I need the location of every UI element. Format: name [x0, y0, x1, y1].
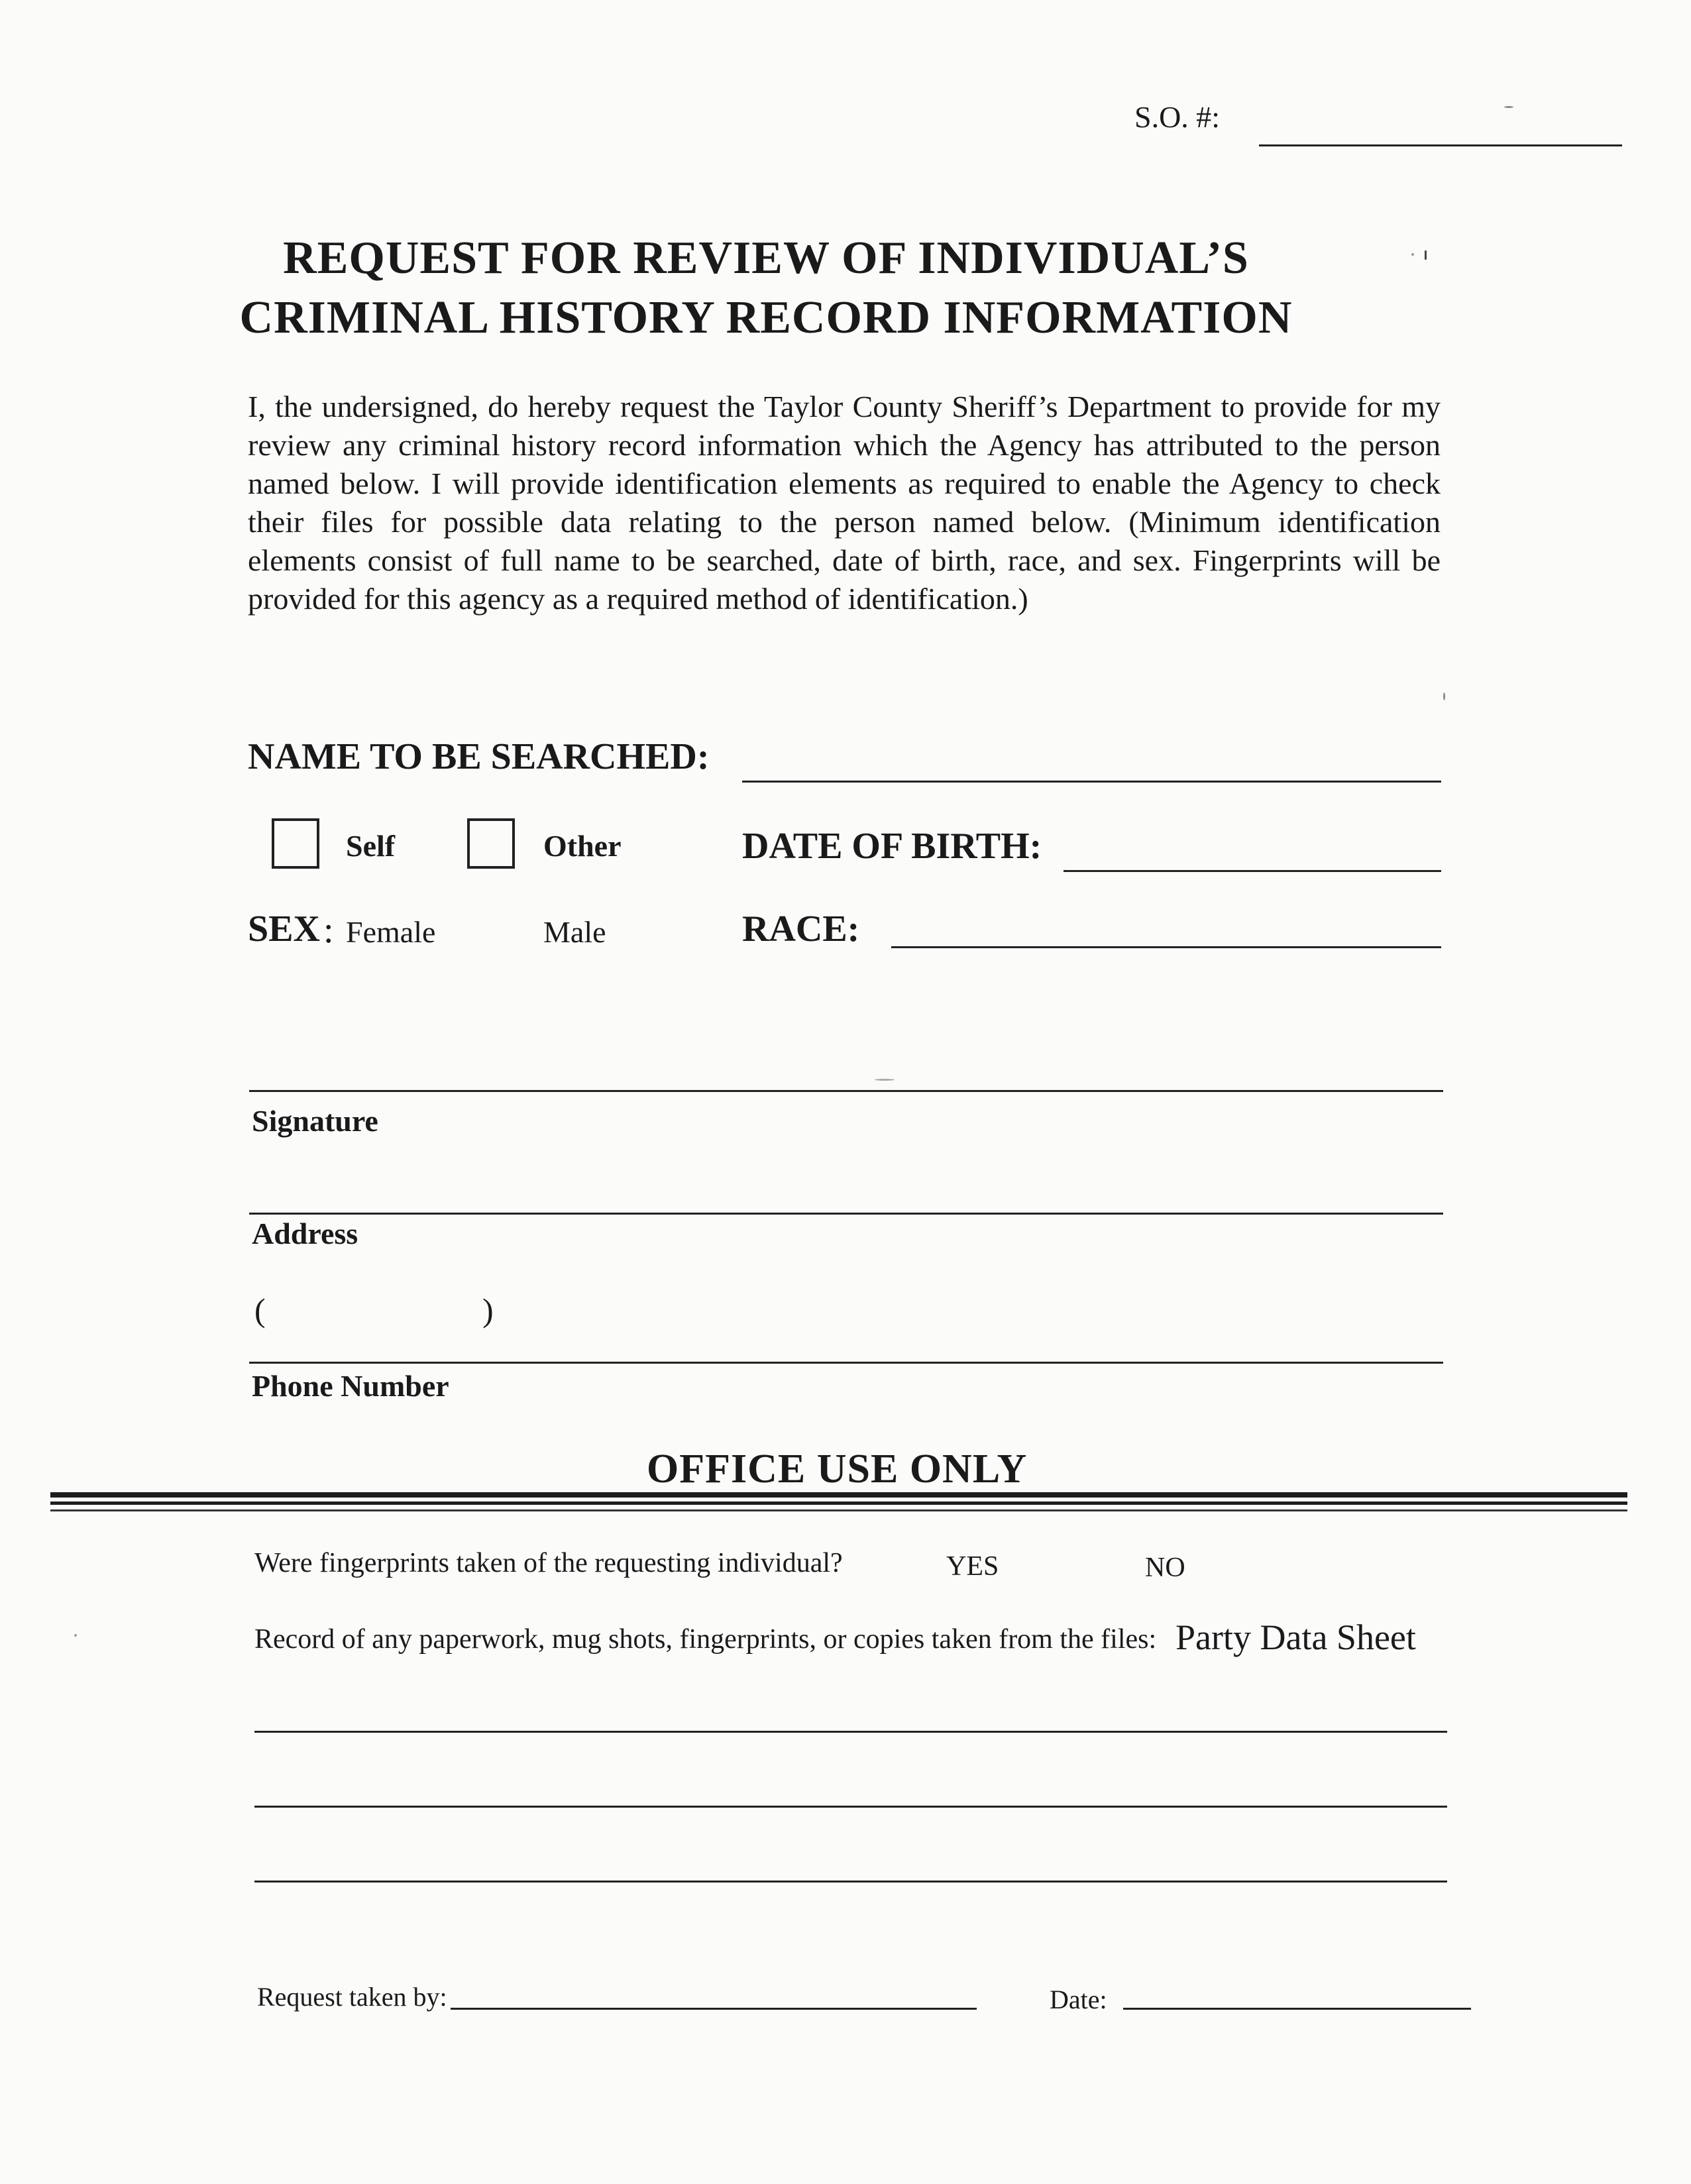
date-field[interactable] [1123, 2008, 1471, 2010]
record-taken-value[interactable]: Party Data Sheet [1175, 1617, 1416, 1657]
sex-label-colon: : [323, 910, 334, 951]
record-taken-label: Record of any paperwork, mug shots, fingerprints, or copies taken from the files: [254, 1624, 1157, 1655]
sex-label: SEX [248, 908, 320, 950]
name-to-be-searched-label: NAME TO BE SEARCHED: [248, 736, 710, 777]
scan-speck [1504, 106, 1513, 108]
race-label: RACE: [742, 908, 860, 950]
office-section-divider [50, 1492, 1627, 1498]
record-taken-field-line[interactable] [254, 1731, 1447, 1733]
record-taken-field-line[interactable] [254, 1881, 1447, 1883]
signature-field[interactable] [249, 1090, 1443, 1092]
phone-number-label: Phone Number [252, 1369, 449, 1403]
fingerprints-yes-option[interactable]: YES [946, 1551, 999, 1582]
scan-speck [875, 1079, 895, 1081]
address-field[interactable] [249, 1213, 1443, 1215]
scan-speck [1425, 250, 1427, 260]
other-checkbox-label: Other [543, 829, 622, 863]
self-checkbox-label: Self [346, 829, 396, 863]
race-field[interactable] [891, 946, 1441, 948]
phone-area-code-open-paren: ( [254, 1291, 266, 1329]
form-title-line-2: CRIMINAL HISTORY RECORD INFORMATION [239, 292, 1293, 343]
so-number-field[interactable] [1259, 144, 1622, 146]
request-taken-by-label: Request taken by: [257, 1982, 447, 2012]
request-taken-by-field[interactable] [451, 2008, 977, 2010]
phone-number-field[interactable] [249, 1362, 1443, 1364]
scan-speck [1411, 253, 1414, 256]
form-title-line-1: REQUEST FOR REVIEW OF INDIVIDUAL’S [283, 233, 1249, 284]
date-of-birth-field[interactable] [1064, 870, 1441, 872]
date-of-birth-label: DATE OF BIRTH: [742, 826, 1042, 867]
fingerprints-no-option[interactable]: NO [1145, 1553, 1185, 1583]
other-checkbox[interactable] [467, 818, 515, 869]
scan-speck [1443, 692, 1445, 700]
sex-option-female[interactable]: Female [346, 915, 436, 949]
scan-speck [74, 1634, 77, 1637]
date-label: Date: [1050, 1985, 1107, 2014]
record-taken-field-line[interactable] [254, 1806, 1447, 1808]
intro-paragraph: I, the undersigned, do hereby request the Taylor County Sheriff’s Department to provide for my review any criminal history record information which the Agency has attributed to the person named below. I will provide identification elements as required to enable the Agency to check their files for possible data relating to the person named below. (Minimum identification elements consist of full name to be searched, date of birth, race, and sex. Fingerprints will be provided for this agency as a required method of identification.) [248, 390, 1441, 616]
fingerprints-question: Were fingerprints taken of the requesting individual? [254, 1548, 843, 1578]
sex-option-male[interactable]: Male [543, 915, 606, 949]
self-checkbox[interactable] [272, 818, 319, 869]
office-section-divider [50, 1502, 1627, 1505]
address-label: Address [252, 1217, 358, 1250]
office-section-divider [50, 1509, 1627, 1511]
phone-area-code-close-paren: ) [482, 1291, 494, 1329]
so-number-label: S.O. #: [1134, 100, 1221, 134]
signature-label: Signature [252, 1104, 378, 1138]
name-to-be-searched-field[interactable] [742, 781, 1441, 783]
office-use-only-heading: OFFICE USE ONLY [647, 1447, 1028, 1492]
